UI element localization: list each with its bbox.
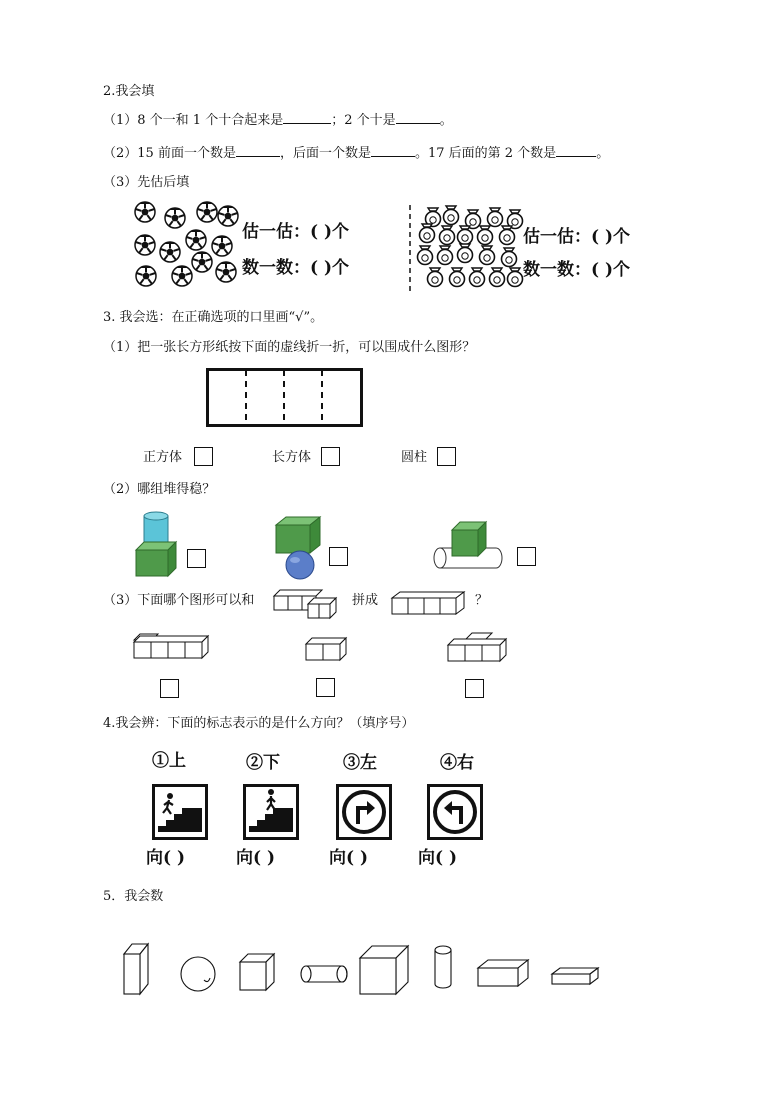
q2-line2	[103, 146, 609, 162]
option-cuboid-label: 长方体	[272, 450, 312, 465]
stack-cube-on-sphere	[276, 515, 326, 585]
q3-part3-prefix: （3）下面哪个图形可以和	[103, 593, 255, 608]
q3-part3-end: ？	[475, 593, 489, 608]
small-cube-shape	[240, 954, 274, 990]
q2-line2-mid1: ，后面一个数是	[279, 146, 371, 161]
choice-b-shape	[304, 636, 349, 662]
option-cube-label: 正方体	[143, 450, 183, 465]
lying-cylinder-shape	[301, 966, 347, 982]
q3-part1: （1）把一张长方形纸按下面的虚线折一折，可以围成什么图形？	[103, 340, 476, 355]
thin-cuboid-shape	[552, 968, 598, 984]
choice-a-shape	[132, 632, 212, 660]
choice-c-shape	[446, 633, 511, 663]
sphere-shape	[181, 957, 215, 991]
option-cylinder-checkbox[interactable]	[437, 447, 456, 466]
dashed-divider	[408, 205, 412, 295]
folding-paper-diagram	[206, 368, 364, 428]
stack-2-checkbox[interactable]	[329, 547, 348, 566]
q2-line1	[103, 113, 453, 129]
choice-a-checkbox[interactable]	[160, 679, 179, 698]
answer-sign-3[interactable]: 向( )	[329, 848, 369, 868]
answer-blank[interactable]	[371, 156, 415, 157]
answer-sign-2[interactable]: 向( )	[236, 848, 276, 868]
q2-line3: （3）先估后填	[103, 175, 190, 190]
q2-line1-mid: ；2 个十是	[331, 113, 396, 128]
flat-cuboid-shape	[478, 960, 528, 986]
option-cube-checkbox[interactable]	[194, 447, 213, 466]
tall-cuboid-shape	[124, 944, 148, 994]
turn-left-sign-icon	[427, 784, 483, 840]
answer-sign-4[interactable]: 向( )	[418, 848, 458, 868]
q2-line2-mid2: 。17 后面的第 2 个数是	[414, 146, 557, 161]
right-estimate-label: 估一估：( )个	[523, 227, 631, 247]
option-cuboid-checkbox[interactable]	[321, 447, 340, 466]
turn-right-sign-icon	[336, 784, 392, 840]
q2-line2-end: 。	[596, 146, 610, 161]
answer-blank[interactable]	[396, 123, 440, 124]
left-count-label: 数一数：( )个	[242, 258, 350, 278]
sign-label-up: ①上	[152, 751, 186, 771]
left-estimate-label: 估一估：( )个	[242, 222, 350, 242]
stack-1-checkbox[interactable]	[187, 549, 206, 568]
q4-title: 4.我会辨：下面的标志表示的是什么方向？（填序号）	[103, 716, 415, 731]
q5-title: 5．我会数	[103, 889, 164, 904]
q2-line1-prefix: （1）8 个一和 1 个十合起来是	[103, 113, 284, 128]
q2-line2-prefix: （2）15 前面一个数是	[103, 146, 236, 161]
stairs-down-sign-icon	[243, 784, 299, 840]
answer-blank[interactable]	[283, 123, 331, 124]
q3-part3-mid: 拼成	[352, 593, 379, 608]
option-cylinder-label: 圆柱	[401, 450, 428, 465]
stairs-up-sign-icon	[152, 784, 208, 840]
choice-b-checkbox[interactable]	[316, 678, 335, 697]
right-count-label: 数一数：( )个	[523, 260, 631, 280]
q3-part2: （2）哪组堆得稳？	[103, 482, 216, 497]
q3-title: 3. 我会选：在正确选项的口里画“√”。	[103, 310, 324, 325]
solid-shapes-row	[120, 940, 620, 1000]
stack-3-checkbox[interactable]	[517, 547, 536, 566]
answer-sign-1[interactable]: 向( )	[146, 848, 186, 868]
answer-blank[interactable]	[556, 156, 596, 157]
money-bags-illustration	[415, 205, 525, 295]
soccer-balls-illustration	[130, 200, 240, 300]
large-cube-shape	[360, 946, 408, 994]
target-block-shape	[390, 590, 470, 618]
standing-cylinder-shape	[435, 946, 451, 988]
stack-cylinder-on-cube	[134, 510, 184, 580]
choice-c-checkbox[interactable]	[465, 679, 484, 698]
sign-label-right: ④右	[440, 753, 474, 773]
q2-title: 2.我会填	[103, 84, 155, 99]
sign-label-left: ③左	[343, 753, 377, 773]
stack-cube-on-cylinder	[432, 520, 507, 570]
sign-label-down: ②下	[246, 753, 280, 773]
given-block-shape	[272, 588, 344, 620]
q2-line1-end: 。	[439, 113, 453, 128]
answer-blank[interactable]	[236, 156, 280, 157]
